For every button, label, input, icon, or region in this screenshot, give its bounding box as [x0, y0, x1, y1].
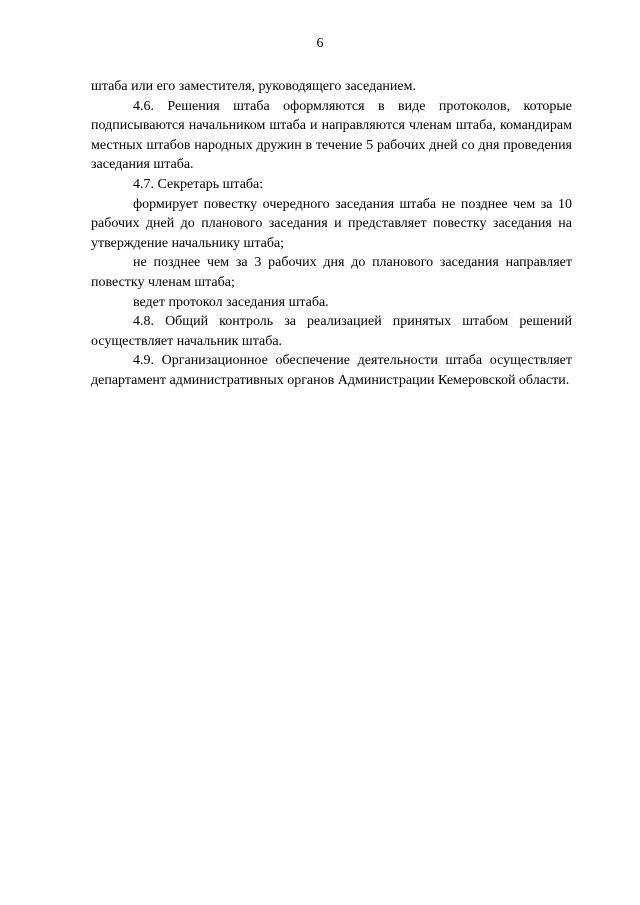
paragraph-continuation: штаба или его заместителя, руководящего заседанием. [91, 79, 416, 94]
document-body [91, 77, 572, 391]
page-number: 6 [316, 36, 324, 51]
paragraph-4-7-item-1: формирует повестку очередного заседания штаба не позднее чем за 10 рабочих дней до планового заседания и представляет повестку заседания на утверждение начальнику штаба; [91, 196, 572, 251]
paragraph-4-7-item-3: ведет протокол заседания штаба. [133, 294, 329, 310]
paragraph-4-6: 4.6. Решения штаба оформляются в виде протоколов, которые подписываются начальником штаба и направляются членам штаба, командирам местных штабов народных дружин в течение 5 рабочих дней со дня проведения заседания штаба. [91, 98, 572, 173]
paragraph-4-7: 4.7. Секретарь штаба: [133, 176, 264, 192]
paragraph-4-8: 4.8. Общий контроль за реализацией принятых штабом решений осуществляет начальник штаба. [91, 314, 572, 349]
paragraph-4-7-item-2: не позднее чем за 3 рабочих дня до планового заседания направляет повестку членам штаба; [91, 255, 572, 290]
paragraph-4-9: 4.9. Организационное обеспечение деятельности штаба осуществляет департамент административных органов Администрации Кемеровской области. [91, 353, 572, 388]
